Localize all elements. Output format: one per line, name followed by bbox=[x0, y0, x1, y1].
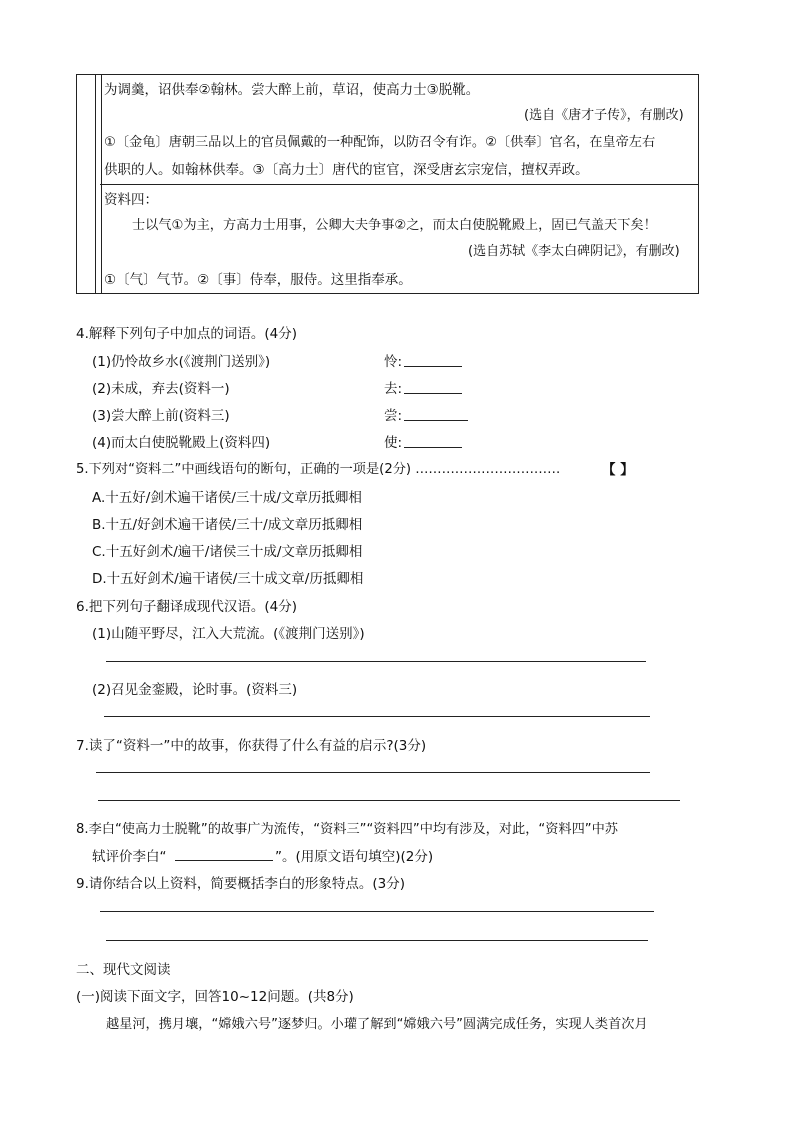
material4-note: ①〔气〕气节。②〔事〕侍奉，服侍。这里指奉承。 bbox=[104, 272, 412, 288]
q4-item-1: (1)仍怜故乡水(《渡荆门送别》) bbox=[92, 354, 271, 370]
q4-answer-blank-3[interactable] bbox=[404, 420, 468, 421]
q9-answer-line-1[interactable] bbox=[100, 911, 654, 912]
q4-stem: 4.解释下列句子中加点的词语。(4分) bbox=[76, 326, 298, 342]
material3-note-line1: ①〔金龟〕唐朝三品以上的官员佩戴的一种配饰，以防召令有诈。②〔供奉〕官名，在皇帝左右 bbox=[104, 135, 656, 150]
q4-answer-label-3: 尝: bbox=[384, 408, 403, 424]
q8-line2-prefix: 轼评价李白“ bbox=[92, 849, 167, 865]
q7-answer-line-1[interactable] bbox=[96, 772, 650, 773]
q5-option-b: B.十五/好剑术遍干诸侯/三十/成文章历抵卿相 bbox=[92, 517, 363, 533]
material3-text: 为调羹，诏供奉②翰林。尝大醉上前，草诏，使高力士③脱靴。 bbox=[104, 82, 480, 98]
q8-line2-suffix: ”。(用原文语句填空)(2分) bbox=[275, 849, 434, 865]
material-box-divider bbox=[100, 184, 698, 185]
q4-answer-blank-4[interactable] bbox=[404, 447, 462, 448]
material4-text: 士以气①为主，方高力士用事，公卿大夫争事②之，而太白使脱靴殿上，固已气盖天下矣！ bbox=[132, 218, 657, 233]
q5-stem: 5.下列对“资料二”中画线语句的断句，正确的一项是(2分) …………………………… bbox=[76, 462, 561, 477]
q4-answer-blank-1[interactable] bbox=[404, 366, 462, 367]
q6-answer-line-1[interactable] bbox=[106, 661, 646, 662]
q4-answer-label-1: 怜: bbox=[384, 354, 403, 370]
material4-label: 资料四： bbox=[104, 192, 158, 208]
material3-source: (选自《唐才子传》，有删改) bbox=[524, 108, 684, 123]
q4-item-3: (3)尝大醉上前(资料三) bbox=[92, 408, 230, 424]
q4-answer-label-4: 使: bbox=[384, 435, 403, 451]
passage-line-1: 越星河，携月壤，“嫦娥六号”逐梦归。小瓘了解到“嫦娥六号”圆满完成任务，实现人类首次月 bbox=[106, 1017, 648, 1032]
q4-answer-blank-2[interactable] bbox=[404, 393, 462, 394]
q6-item-2: (2)召见金銮殿，论时事。(资料三) bbox=[92, 682, 298, 698]
q8-fill-blank[interactable] bbox=[175, 860, 273, 861]
section2-subtitle: (一)阅读下面文字，回答10~12问题。(共8分) bbox=[76, 989, 354, 1005]
q7-stem: 7.读了“资料一”中的故事，你获得了什么有益的启示?(3分) bbox=[76, 738, 427, 754]
q6-answer-line-2[interactable] bbox=[104, 716, 650, 717]
q5-option-c: C.十五好剑术/遍干/诸侯三十成/文章历抵卿相 bbox=[92, 544, 363, 560]
q8-line1: 8.李白“使高力士脱靴”的故事广为流传，“资料三”“资料四”中均有涉及，对此，“资料四”中苏 bbox=[76, 822, 618, 837]
q4-item-2: (2)未成，弃去(资料一) bbox=[92, 381, 230, 397]
q4-answer-label-2: 去: bbox=[384, 381, 403, 397]
section2-title: 二、现代文阅读 bbox=[76, 962, 171, 978]
q5-option-a: A.十五好/剑术遍干诸侯/三十成/文章历抵卿相 bbox=[92, 490, 362, 506]
q6-item-1: (1)山随平野尽，江入大荒流。(《渡荆门送别》) bbox=[92, 626, 365, 642]
q9-stem: 9.请你结合以上资料，简要概括李白的形象特点。(3分) bbox=[76, 876, 406, 892]
q4-item-4: (4)而太白使脱靴殿上(资料四) bbox=[92, 435, 271, 451]
q5-answer-bracket[interactable]: 【 】 bbox=[602, 462, 634, 478]
q9-answer-line-2[interactable] bbox=[106, 940, 648, 941]
q5-option-d: D.十五好剑术/遍干诸侯/三十成文章/历抵卿相 bbox=[92, 571, 364, 587]
material3-note-line2: 供职的人。如翰林供奉。③〔高力士〕唐代的宦官，深受唐玄宗宠信，擅权弄政。 bbox=[104, 162, 589, 178]
material4-source: (选自苏轼《李太白碑阴记》，有删改) bbox=[468, 244, 680, 259]
q7-answer-line-2[interactable] bbox=[98, 800, 680, 801]
q6-stem: 6.把下列句子翻译成现代汉语。(4分) bbox=[76, 599, 298, 615]
